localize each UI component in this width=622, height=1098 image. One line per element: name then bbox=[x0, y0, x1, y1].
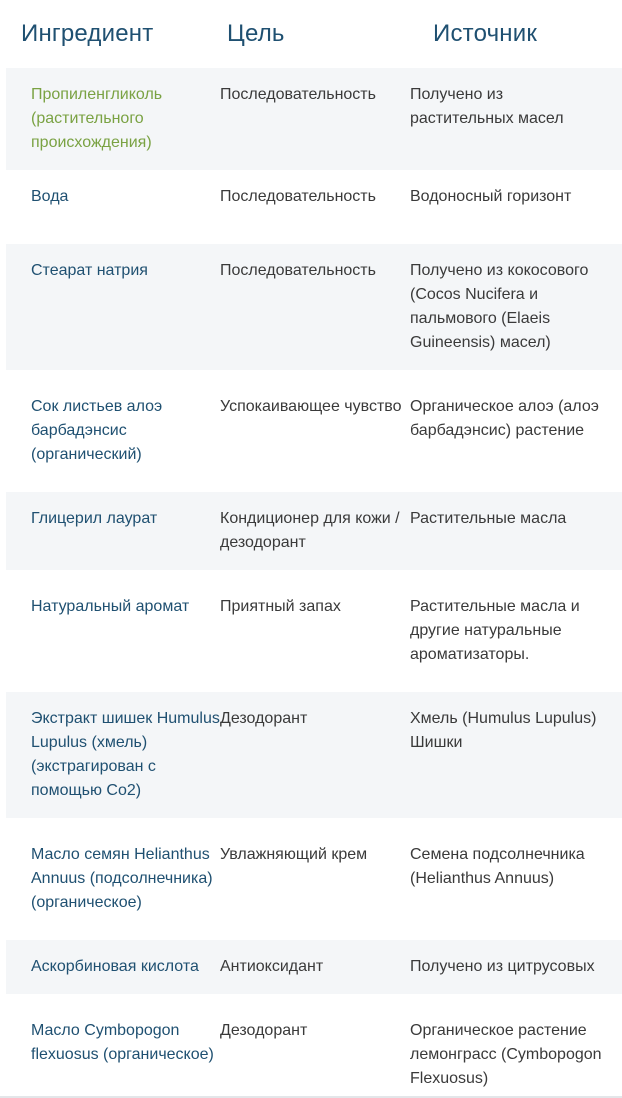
ingredient-cell: Вода bbox=[31, 188, 69, 205]
ingredient-cell: Аскорбиновая кислота bbox=[31, 958, 199, 975]
source-cell: Растительные масла и другие натуральные ароматизаторы. bbox=[410, 598, 580, 663]
source-cell: Растительные масла bbox=[410, 510, 567, 527]
source-cell: Водоносный горизонт bbox=[410, 188, 572, 205]
table-row bbox=[6, 580, 622, 692]
purpose-cell: Кондиционер для кожи / дезодорант bbox=[220, 510, 400, 551]
ingredient-cell: Стеарат натрия bbox=[31, 262, 148, 279]
purpose-cell: Дезодорант bbox=[220, 1022, 308, 1039]
source-cell: Получено из растительных масел bbox=[410, 86, 564, 127]
table-row bbox=[6, 940, 622, 994]
ingredient-cell: Экстракт шишек Humulus Lupulus (хмель) (экстрагирован с помощью Co2) bbox=[31, 710, 220, 799]
ingredient-cell: Глицерил лаурат bbox=[31, 510, 158, 527]
purpose-cell: Приятный запах bbox=[220, 598, 341, 615]
table-header bbox=[0, 0, 622, 68]
purpose-cell: Антиоксидант bbox=[220, 958, 324, 975]
table-row bbox=[6, 68, 622, 170]
ingredient-cell: Масло семян Helianthus Annuus (подсолнечника) (органическое) bbox=[31, 846, 213, 911]
ingredient-cell: Масло Cymbopogon flexuosus (органическое) bbox=[31, 1022, 214, 1063]
table-row bbox=[6, 170, 622, 244]
ingredient-cell: Натуральный аромат bbox=[31, 598, 190, 615]
header-ingredient: Ингредиент bbox=[21, 20, 154, 47]
table-row bbox=[6, 1004, 622, 1096]
source-cell: Органическое растение лемонграсс (Cymbopogon Flexuosus) bbox=[410, 1022, 602, 1087]
ingredient-cell[interactable]: Пропиленгликоль (растительного происхождения) bbox=[31, 86, 163, 151]
source-cell: Получено из цитрусовых bbox=[410, 958, 595, 975]
purpose-cell: Последовательность bbox=[220, 262, 376, 279]
header-source: Источник bbox=[433, 20, 538, 47]
table-row bbox=[6, 492, 622, 570]
table-row bbox=[6, 828, 622, 940]
purpose-cell: Увлажняющий крем bbox=[220, 846, 368, 863]
purpose-cell: Последовательность bbox=[220, 188, 376, 205]
source-cell: Получено из кокосового (Cocos Nucifera и пальмового (Elaeis Guineensis) масел) bbox=[410, 262, 589, 351]
ingredient-cell: Сок листьев алоэ барбадэнсис (органический) bbox=[31, 398, 163, 463]
source-cell: Хмель (Humulus Lupulus) Шишки bbox=[410, 710, 597, 751]
table-row bbox=[6, 244, 622, 370]
source-cell: Семена подсолнечника (Helianthus Annuus) bbox=[410, 846, 585, 887]
purpose-cell: Успокаивающее чувство bbox=[220, 398, 402, 415]
purpose-cell: Последовательность bbox=[220, 86, 376, 103]
header-purpose: Цель bbox=[227, 20, 285, 47]
table-row bbox=[6, 380, 622, 492]
purpose-cell: Дезодорант bbox=[220, 710, 308, 727]
table-row bbox=[6, 692, 622, 818]
source-cell: Органическое алоэ (алоэ барбадэнсис) растение bbox=[410, 398, 599, 439]
